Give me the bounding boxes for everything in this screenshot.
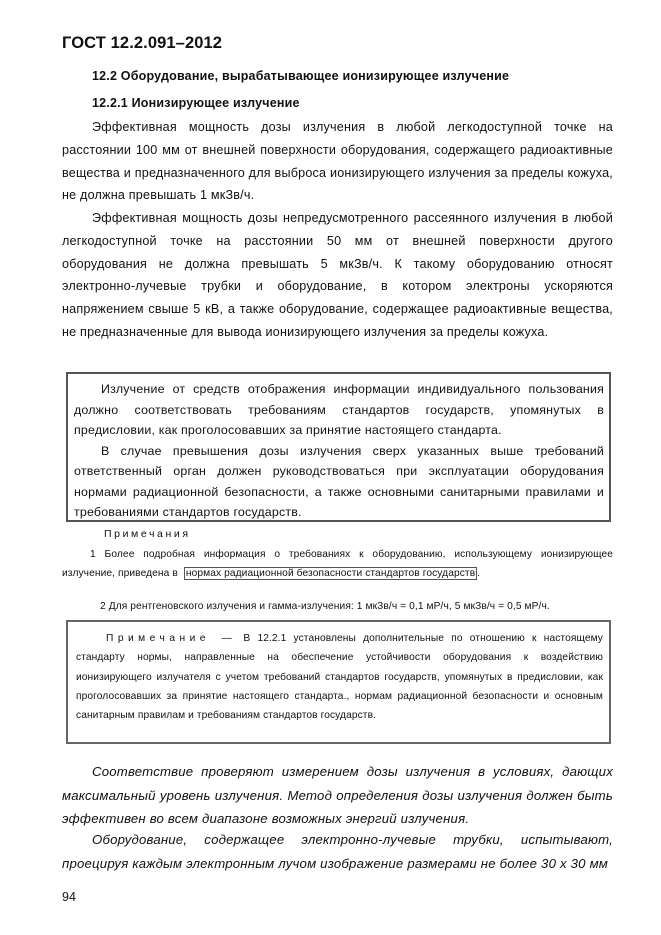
boxed-note-label: Примечание — bbox=[106, 633, 237, 644]
notes-title: Примечания bbox=[104, 528, 191, 540]
page-number: 94 bbox=[62, 890, 76, 904]
boxed-text-paragraph-2: В случае превышения дозы излучения сверх указанных выше требований ответственный орган должен руководствоваться при эксплуатации оборудования нормами радиационной безопасности, а также основными санитарными правилами и требованиями стандартов государств. bbox=[74, 443, 604, 519]
paragraph-2: Эффективная мощность дозы непредусмотренного рассеянного излучения в любой легкодоступной точке на расстоянии 50 мм от внешней поверхности другого оборудования не должна превышать 5 мкЗв/ч. К такому оборудованию относят электронно-лучевые трубки и оборудование, в котором электроны ускоряются напряжением свыше 5 кВ, а также оборудование, содержащее радиоактивные вещества, не предназначенные для вывода ионизирующего излучения за пределы кожуха. bbox=[62, 211, 613, 339]
boxed-text-frame bbox=[66, 372, 611, 522]
boxed-text bbox=[74, 379, 604, 523]
boxed-note-frame bbox=[66, 620, 611, 744]
note-1 bbox=[62, 545, 613, 583]
note-1-reference-link[interactable]: нормах радиационной безопасности стандартов государств bbox=[185, 568, 476, 579]
boxed-note bbox=[76, 629, 603, 725]
note-1-text: 1 Более подробная информация о требованиях к оборудованию, использующему ионизирующее излучение, приведена в bbox=[62, 549, 613, 579]
paragraph-1: Эффективная мощность дозы излучения в любой легкодоступной точке на расстоянии 100 мм от внешней поверхности оборудования, содержащего радиоактивные вещества и предназначенного для выброса ионизирующего излучения за пределы кожуха, не должна превышать 1 мкЗв/ч. bbox=[62, 120, 613, 203]
compliance-paragraph-1: Соответствие проверяют измерением дозы излучения в условиях, дающих максимальный уровень излучения. Метод определения дозы излучения должен быть эффективен во всем диапазоне возможных энергий излучения. bbox=[62, 764, 613, 826]
note-2: 2 Для рентгеновского излучения и гамма-излучения: 1 мкЗв/ч = 0,1 мР/ч, 5 мкЗв/ч = 0,5 мР/ч. bbox=[100, 601, 550, 612]
section-heading: 12.2 Оборудование, вырабатывающее ионизирующее излучение bbox=[92, 69, 510, 83]
note-1-end: . bbox=[477, 568, 481, 579]
document-code: ГОСТ 12.2.091–2012 bbox=[62, 34, 223, 52]
subsection-heading: 12.2.1 Ионизирующее излучение bbox=[92, 96, 300, 110]
compliance-paragraph-2: Оборудование, содержащее электронно-лучевые трубки, испытывают, проецируя каждым электронным лучом изображение размерами не более 30 х 30 мм bbox=[62, 832, 613, 871]
boxed-note-text: В 12.2.1 установлены дополнительные по отношению к настоящему стандарту нормы, направленные на обеспечение устойчивости оборудования к воздействию ионизирующего излучателя с учетом требований стандартов государств, упомянутых в предисловии, как проголосовавших за принятие настоящего стандарта., нормам радиационной безопасности и основным санитарным правилам и требованиям стандартов государств. bbox=[76, 633, 604, 722]
boxed-text-paragraph-1: Излучение от средств отображения информации индивидуального пользования должно соответствовать требованиям стандартов государств, упомянутых в предисловии, как проголосовавших за принятие настоящего стандарта. bbox=[74, 382, 604, 437]
